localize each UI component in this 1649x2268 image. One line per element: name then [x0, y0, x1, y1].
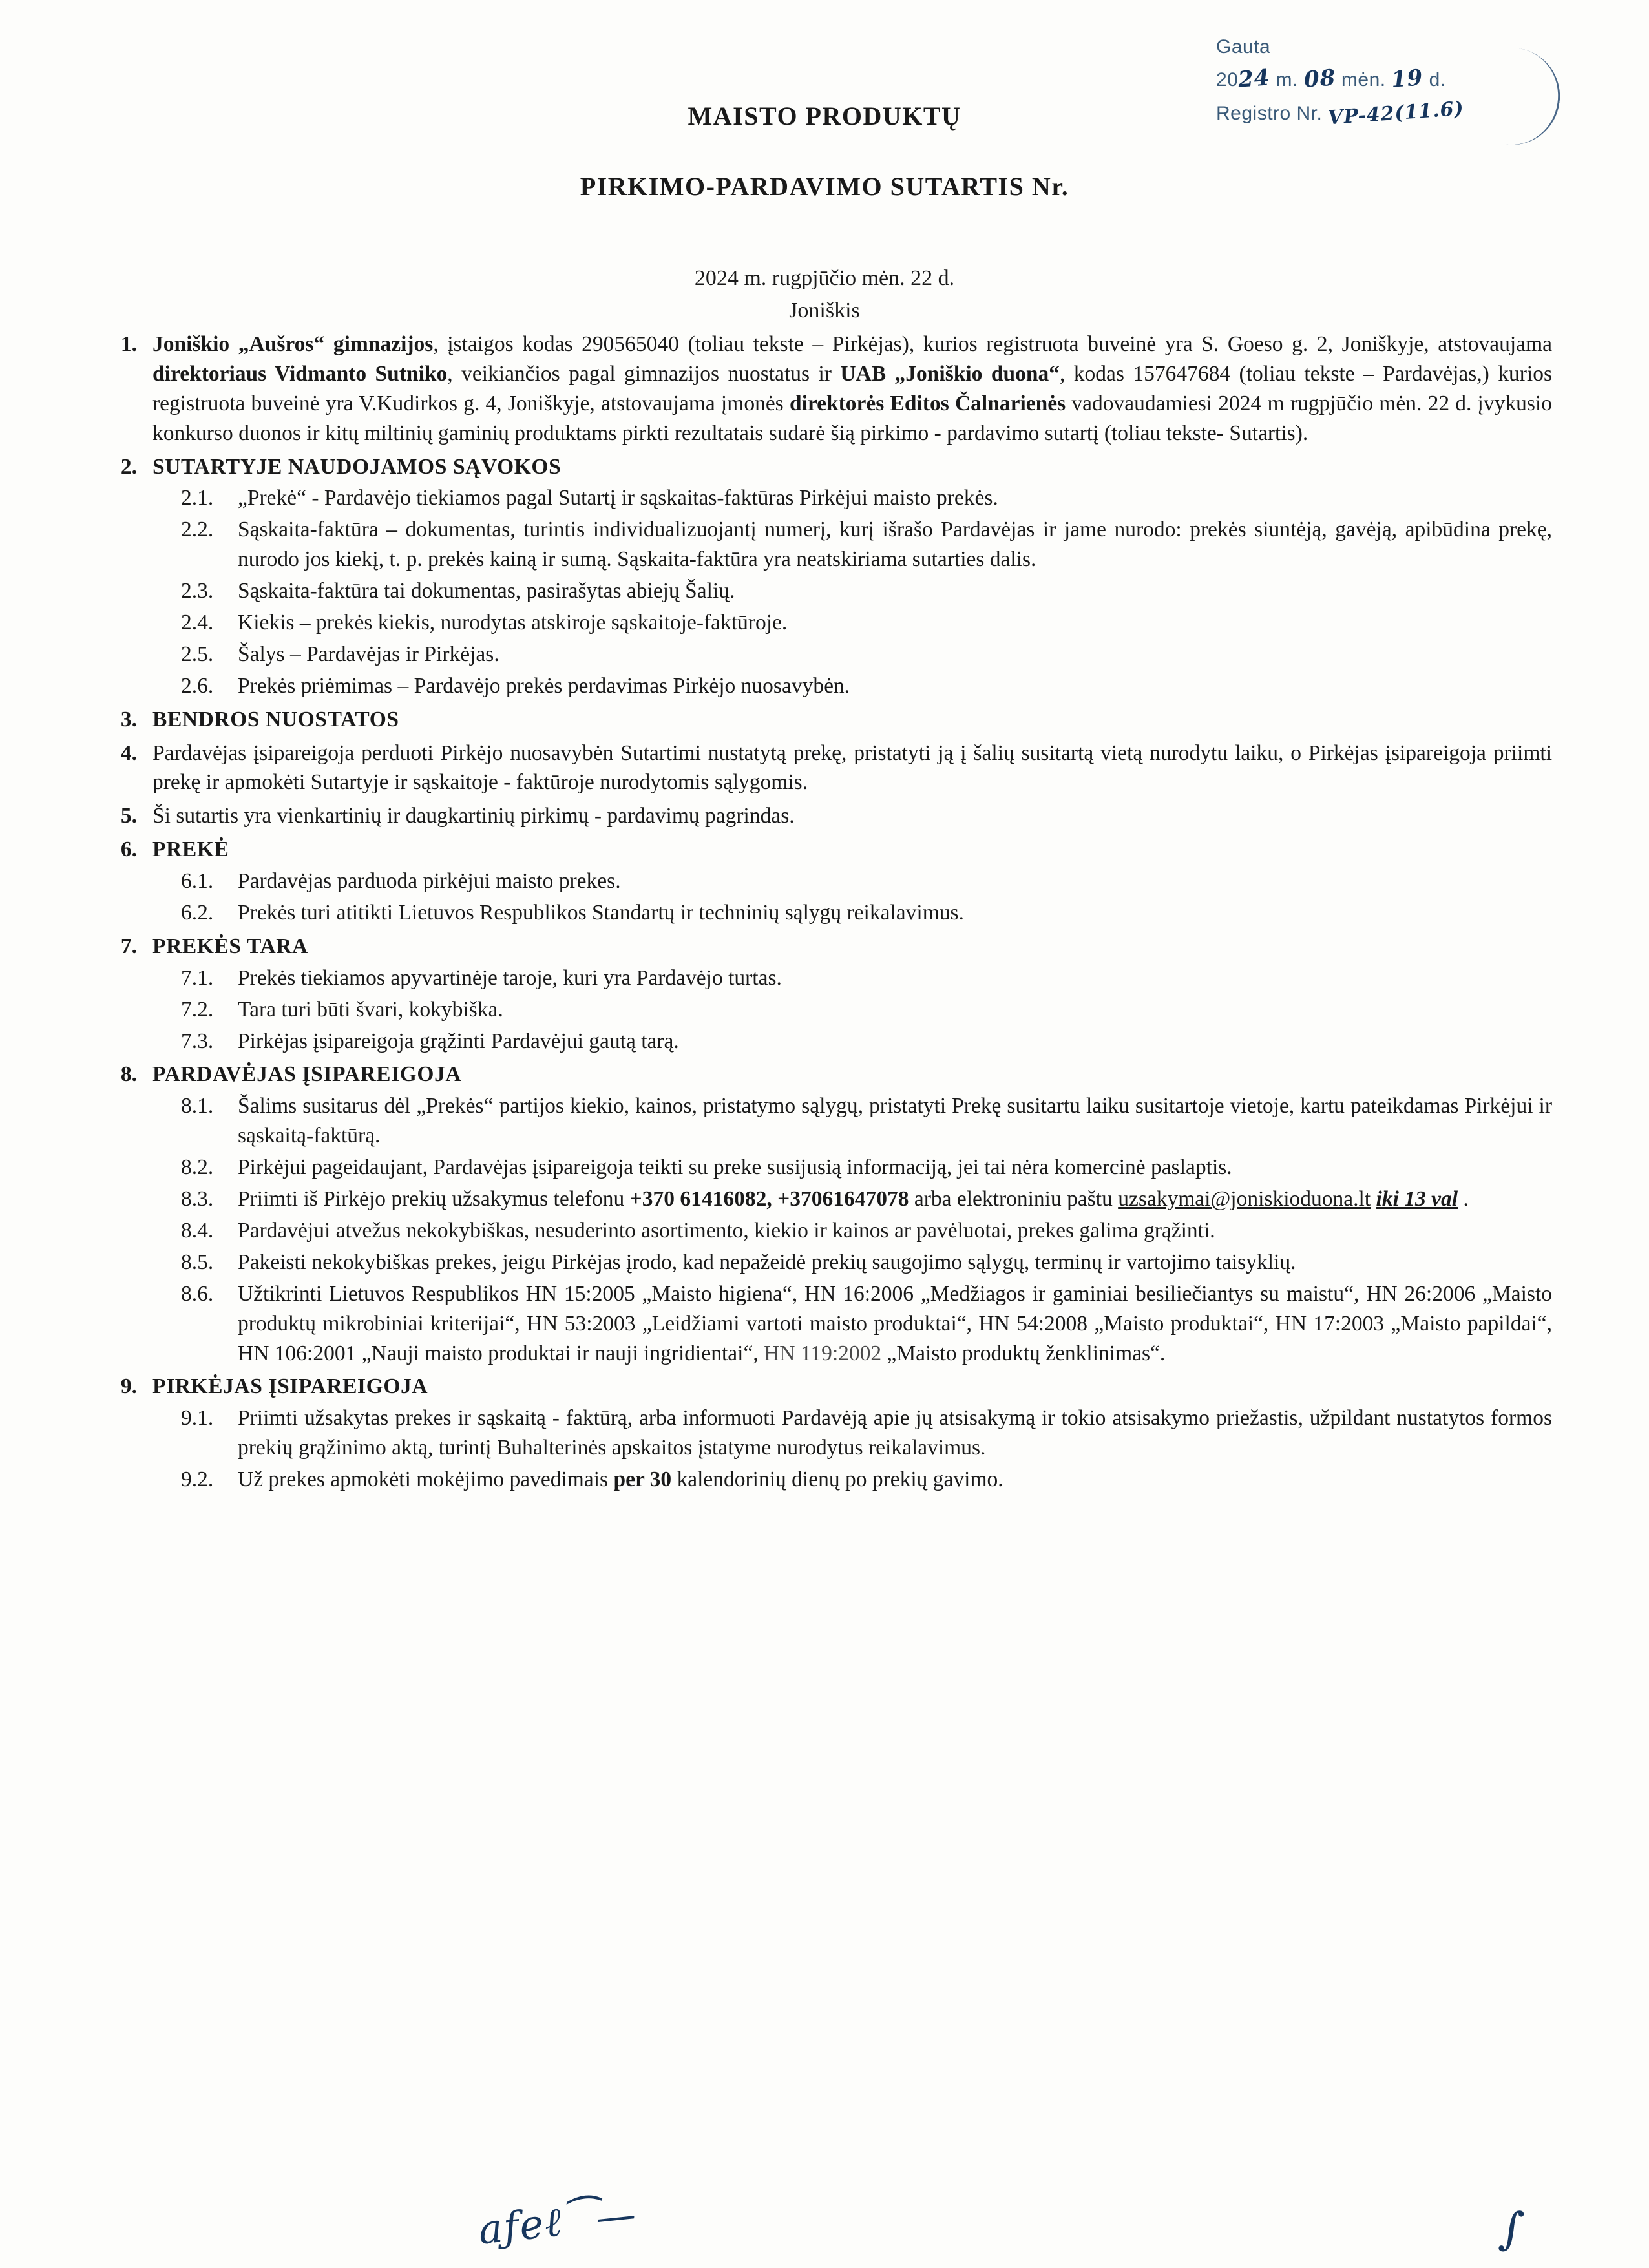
clause-text: PIRKĖJAS ĮSIPAREIGOJA: [152, 1374, 428, 1399]
stamp-date-line: [1216, 66, 1446, 92]
clause-number: 8.: [120, 1062, 137, 1087]
page-title: MAISTO PRODUKTŲ: [688, 101, 961, 131]
stamp-month-handwritten: 08: [1303, 65, 1337, 93]
contract-subclause: [97, 576, 1552, 606]
contract-subclause: [97, 963, 1552, 993]
clause-text: BENDROS NUOSTATOS: [152, 707, 399, 731]
contract-clause: [97, 801, 1552, 831]
contract-clause: [97, 739, 1552, 798]
stamp-registration-line: [1216, 97, 1465, 130]
stamp-year-handwritten: 24: [1237, 65, 1272, 93]
clause-number: 9.1.: [181, 1406, 214, 1431]
page-subtitle: PIRKIMO-PARDAVIMO SUTARTIS Nr.: [580, 172, 1069, 201]
stamp-men-label: mėn.: [1341, 69, 1386, 90]
stamp-label-gauta: Gauta: [1216, 36, 1271, 58]
clause-text: Pakeisti nekokybiškas prekes, jeigu Pirkėjas įrodo, kad nepažeidė prekių saugojimo sąlygų, terminų ir vartojimo taisyklių.: [238, 1250, 1296, 1274]
contract-subclause: [97, 483, 1552, 513]
clause-number: 3.: [120, 707, 137, 731]
contract-clause: [97, 330, 1552, 448]
clause-number: 2.: [120, 454, 137, 479]
clause-number: 7.3.: [181, 1029, 214, 1053]
contract-subclause: [97, 515, 1552, 574]
clause-text: PARDAVĖJAS ĮSIPAREIGOJA: [152, 1062, 462, 1087]
clause-text: Už prekes apmokėti mokėjimo pavedimais per 30 kalendorinių dienų po prekių gavimo.: [238, 1467, 1003, 1492]
clause-text: Priimti iš Pirkėjo prekių užsakymus telefonu +370 61416082, +37061647078 arba elektroniniu paštu uzsakymai@joniskioduona.lt iki 13 val .: [238, 1187, 1469, 1212]
clause-number: 5.: [120, 804, 137, 828]
contract-subclause: [97, 995, 1552, 1025]
stamp-day-handwritten: 19: [1391, 65, 1425, 93]
clause-text: Šalims susitarus dėl „Prekės“ partijos kiekio, kainos, pristatymo sąlygų, pristatyti Prekę susitartu laiku susitartoje vietoje, kartu pateikdamas Pirkėjui ir sąskaitą-faktūrą.: [238, 1094, 1552, 1148]
contract-subclause: [97, 640, 1552, 669]
clause-text: SUTARTYJE NAUDOJAMOS SĄVOKOS: [152, 454, 562, 479]
clause-text: Pardavėjas įsipareigoja perduoti Pirkėjo nuosavybėn Sutartimi nustatytą prekę, pristatyti ją į šalių susitartą vietą nurodytu laiku, o Pirkėjas įsipareigoja priimti prekę ir apmokėti Sutartyje ir sąskaitoje - faktūroje nurodytomis sąlygomis.: [152, 740, 1552, 795]
clause-text: Prekės priėmimas – Pardavėjo prekės perdavimas Pirkėjo nuosavybėn.: [238, 673, 850, 698]
signature-seller: aƒeℓ⁀—: [476, 2190, 640, 2254]
clause-number: 8.3.: [181, 1187, 214, 1212]
contract-subclause: [97, 898, 1552, 928]
clause-number: 7.1.: [181, 965, 214, 990]
clause-text: Sąskaita-faktūra tai dokumentas, pasirašytas abiejų Šalių.: [238, 579, 735, 604]
contract-section-heading: [97, 1372, 1552, 1402]
clause-number: 2.1.: [181, 486, 214, 510]
clause-text: Pirkėjas įsipareigoja grąžinti Pardavėjui gautą tarą.: [238, 1029, 679, 1053]
contract-subclause: [97, 866, 1552, 896]
contract-subclause: [97, 1248, 1552, 1277]
contract-subclause: [97, 1216, 1552, 1246]
contract-body: [97, 330, 1552, 1495]
clause-number: 8.6.: [181, 1281, 214, 1306]
clause-number: 7.: [120, 934, 137, 958]
contract-section-heading: [97, 932, 1552, 961]
clause-text: Sąskaita-faktūra – dokumentas, turintis individualizuojantį numerį, kurį išrašo Pardavėjas ir jame nurodo: prekės siuntėją, gavėją, apibūdina prekę, nurodo jos kiekį, t. p. prekės kainą ir sumą. Sąskaita-faktūra yra neatskiriama sutarties dalis.: [238, 518, 1552, 572]
clause-number: 7.2.: [181, 997, 214, 1022]
clause-number: 2.3.: [181, 579, 214, 604]
clause-text: Prekės tiekiamos apyvartinėje taroje, kuri yra Pardavėjo turtas.: [238, 965, 782, 990]
clause-text: Šalys – Pardavėjas ir Pirkėjas.: [238, 642, 499, 666]
clause-number: 2.2.: [181, 518, 214, 542]
received-stamp: [1210, 32, 1571, 155]
stamp-m-label: m.: [1276, 69, 1298, 90]
clause-number: 6.2.: [181, 901, 214, 925]
document-date: 2024 m. rugpjūčio mėn. 22 d.: [694, 266, 955, 290]
stamp-pen-swirl: [1474, 44, 1566, 151]
clause-text: Pardavėjas parduoda pirkėjui maisto prekes.: [238, 869, 621, 894]
clause-number: 6.1.: [181, 869, 214, 894]
stamp-year-prefix: 20: [1216, 69, 1239, 90]
clause-number: 8.2.: [181, 1155, 214, 1180]
contract-subclause: [97, 1279, 1552, 1369]
clause-number: 8.4.: [181, 1218, 214, 1243]
stamp-d-label: d.: [1429, 69, 1446, 90]
clause-text: PREKĖS TARA: [152, 934, 308, 958]
clause-text: Joniškio „Aušros“ gimnazijos, įstaigos kodas 290565040 (toliau tekste – Pirkėjas), kurios registruota buveinė yra S. Goeso g. 2, Joniškyje, atstovaujama direktoriaus Vidmanto Sutniko, veikiančios pagal gimnazijos nuostatus ir UAB „Joniškio duona“, kodas 157647684 (toliau tekste – Pardavėjas,) kurios registruota buveinė yra V.Kudirkos g. 4, Joniškyje, atstovaujama įmonės direktorės Editos Čalnarienės vadovaudamiesi 2024 m rugpjūčio mėn. 22 d. įvykusio konkurso duonos ir kitų miltinių gaminių produktams pirkti rezultatais sudarė šią pirkimo - pardavimo sutartį (toliau tekste- Sutartis).: [152, 332, 1553, 445]
contract-section-heading: [97, 452, 1552, 482]
contract-section-heading: [97, 835, 1552, 865]
clause-text: Tara turi būti švari, kokybiška.: [238, 997, 503, 1022]
contract-subclause: [97, 671, 1552, 701]
clause-text: PREKĖ: [152, 837, 229, 862]
clause-number: 9.: [120, 1374, 137, 1399]
clause-number: 8.5.: [181, 1250, 214, 1274]
clause-text: Ši sutartis yra vienkartinių ir daugkartinių pirkimų - pardavimų pagrindas.: [152, 804, 795, 828]
clause-text: Prekės turi atitikti Lietuvos Respublikos Standartų ir techninių sąlygų reikalavimus.: [238, 901, 964, 925]
clause-number: 4.: [120, 740, 137, 765]
document-place: Joniškis: [789, 299, 860, 322]
contract-section-heading: [97, 1060, 1552, 1089]
contract-subclause: [97, 1184, 1552, 1214]
clause-text: Priimti užsakytas prekes ir sąskaitą - faktūrą, arba informuoti Pardavėją apie jų atsisakymą ir tokio atsisakymo priežastis, užpildant nustatytos formos prekių grąžinimo aktą, turintį Buhalterinės apskaitos įstatyme nurodytus reikalavimus.: [238, 1406, 1552, 1460]
clause-text: Užtikrinti Lietuvos Respublikos HN 15:2005 „Maisto higiena“, HN 16:2006 „Medžiagos ir gaminiai besiliečiantys su maistu“, HN 26:2006 „Maisto produktų mikrobiniai kriterijai“, HN 53:2003 „Leidžiami vartoti maisto produktai“, HN 54:2008 „Maisto produktai“, HN 17:2003 „Maisto papildai“, HN 106:2001 „Nauji maisto produktai ir nauji ingridientai“, HN 119:2002 „Maisto produktų ženklinimas“.: [238, 1281, 1552, 1365]
clause-number: 2.6.: [181, 673, 214, 698]
signature-buyer: ∫: [1497, 2201, 1526, 2256]
clause-text: „Prekė“ - Pardavėjo tiekiamos pagal Sutartį ir sąskaitas-faktūras Pirkėjui maisto prekės.: [238, 486, 998, 510]
stamp-registration-label: Registro Nr.: [1216, 103, 1323, 124]
clause-text: Kiekis – prekės kiekis, nurodytas atskiroje sąskaitoje-faktūroje.: [238, 611, 788, 635]
clause-text: Pirkėjui pageidaujant, Pardavėjas įsipareigoja teikti su preke susijusią informaciją, jei tai nėra komercinė paslaptis.: [238, 1155, 1232, 1180]
clause-number: 6.: [120, 837, 137, 862]
clause-number: 2.5.: [181, 642, 214, 666]
clause-number: 1.: [120, 332, 137, 356]
contract-subclause: [97, 1465, 1552, 1495]
contract-section-heading: [97, 705, 1552, 735]
contract-subclause: [97, 1153, 1552, 1182]
clause-number: 2.4.: [181, 611, 214, 635]
clause-number: 8.1.: [181, 1094, 214, 1118]
stamp-registration-number-handwritten: VP-42(11.6): [1327, 97, 1465, 130]
clause-number: 9.2.: [181, 1467, 214, 1492]
contract-subclause: [97, 1027, 1552, 1056]
contract-subclause: [97, 1403, 1552, 1463]
clause-text: Pardavėjui atvežus nekokybiškas, nesuderinto asortimento, kiekio ir kainos ar pavėluotai, prekes galima grąžinti.: [238, 1218, 1215, 1243]
contract-subclause: [97, 1091, 1552, 1151]
contract-subclause: [97, 608, 1552, 638]
